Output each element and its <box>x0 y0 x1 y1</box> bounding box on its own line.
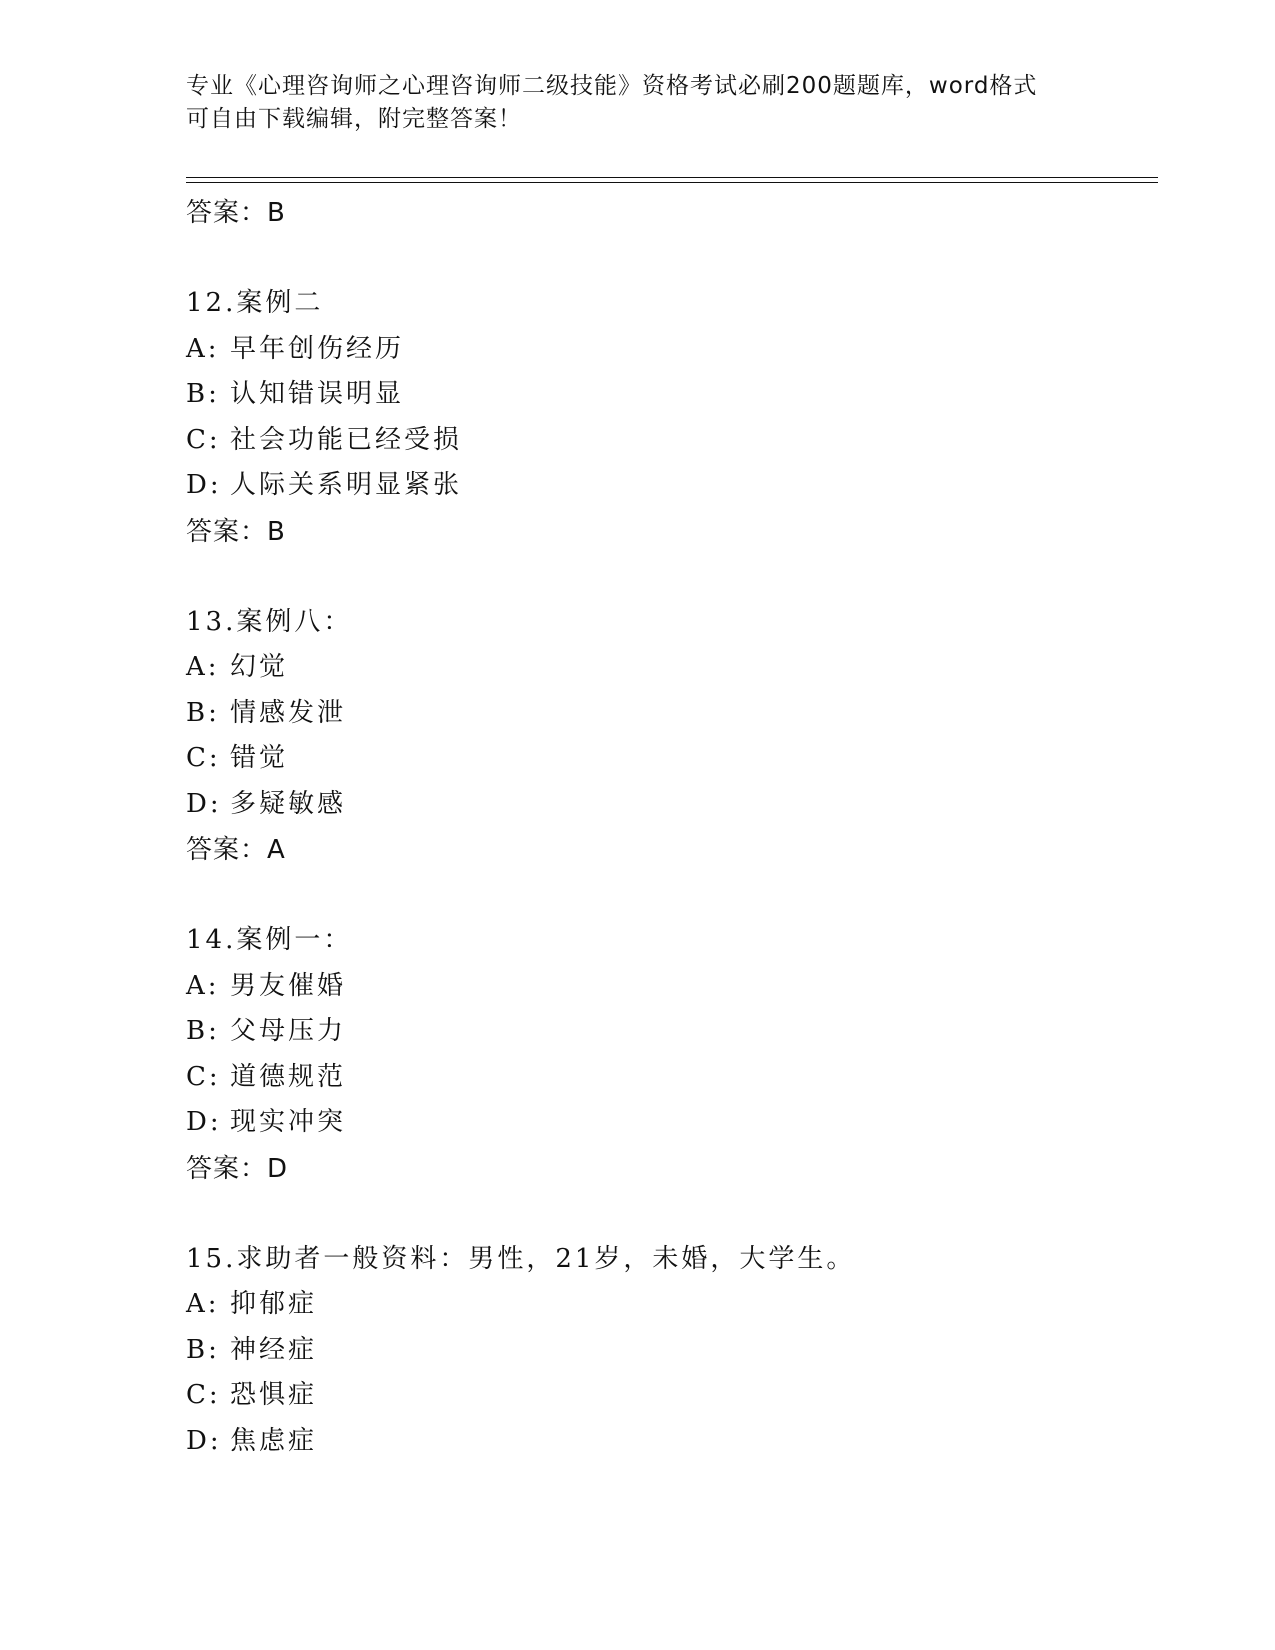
option-text: 神经症 <box>230 1334 318 1365</box>
option-text: 恐惧症 <box>230 1380 318 1410</box>
option-b <box>186 1009 1158 1055</box>
option-d <box>186 1100 1158 1146</box>
answer-line: 答案：B <box>186 516 286 547</box>
option-d <box>186 463 1158 509</box>
option-label: B: <box>186 697 220 728</box>
option-a <box>186 327 1158 373</box>
option-c <box>186 1373 1158 1419</box>
option-text: 早年创伤经历 <box>230 333 405 364</box>
option-d <box>186 1419 1158 1465</box>
header-line-1: 专业《心理咨询师之心理咨询师二级技能》资格考试必刷200题题库，word格式 <box>186 73 1038 99</box>
option-a <box>186 964 1158 1010</box>
option-b <box>186 372 1158 418</box>
option-text: 多疑敏感 <box>230 788 347 819</box>
question-item <box>186 281 1158 555</box>
spacer <box>186 236 1158 281</box>
question-title: 12.案例二 <box>186 288 324 318</box>
option-label: A: <box>186 970 220 1001</box>
option-text: 社会功能已经受损 <box>230 424 463 455</box>
option-text: 父母压力 <box>230 1016 347 1046</box>
option-a <box>186 645 1158 691</box>
option-label: C: <box>186 424 221 455</box>
option-label: A: <box>186 652 220 682</box>
question-title: 13.案例八： <box>186 606 353 637</box>
question-item <box>186 918 1158 1192</box>
option-text: 情感发泄 <box>230 697 347 728</box>
question-title: 14.案例一： <box>186 925 353 955</box>
question-list <box>186 190 1158 1464</box>
spacer <box>186 873 1158 918</box>
option-label: B: <box>186 379 220 409</box>
option-c <box>186 736 1158 782</box>
option-label: A: <box>186 333 220 364</box>
option-label: A: <box>186 1289 220 1319</box>
option-text: 人际关系明显紧张 <box>230 470 463 500</box>
option-b <box>186 691 1158 737</box>
option-label: D: <box>186 1425 222 1456</box>
option-label: C: <box>186 743 221 773</box>
answer-line: 答案：A <box>186 835 286 865</box>
option-text: 现实冲突 <box>230 1107 347 1137</box>
answer-line: 答案：D <box>186 1153 289 1184</box>
option-label: C: <box>186 1380 221 1410</box>
document-header <box>186 70 1076 136</box>
spacer <box>186 555 1158 600</box>
spacer <box>186 1192 1158 1237</box>
option-label: D: <box>186 1107 222 1137</box>
option-a <box>186 1282 1158 1328</box>
option-label: B: <box>186 1016 220 1046</box>
option-label: D: <box>186 470 222 500</box>
header-line-2: 可自由下载编辑，附完整答案！ <box>186 106 522 132</box>
option-c <box>186 1055 1158 1101</box>
option-c <box>186 418 1158 464</box>
question-item <box>186 600 1158 874</box>
option-text: 幻觉 <box>230 652 289 682</box>
option-d <box>186 782 1158 828</box>
option-label: B: <box>186 1334 220 1365</box>
option-text: 男友催婚 <box>230 970 347 1001</box>
answer-line: 答案：B <box>186 198 286 228</box>
option-label: C: <box>186 1061 221 1092</box>
option-text: 错觉 <box>230 743 289 773</box>
question-item <box>186 1237 1158 1465</box>
option-text: 认知错误明显 <box>230 379 405 409</box>
option-b <box>186 1328 1158 1374</box>
option-text: 焦虑症 <box>230 1425 318 1456</box>
header-divider <box>186 177 1158 183</box>
option-text: 道德规范 <box>230 1061 347 1092</box>
option-label: D: <box>186 788 222 819</box>
question-title: 15.求助者一般资料：男性，21岁，未婚，大学生。 <box>186 1243 856 1274</box>
option-text: 抑郁症 <box>230 1289 318 1319</box>
